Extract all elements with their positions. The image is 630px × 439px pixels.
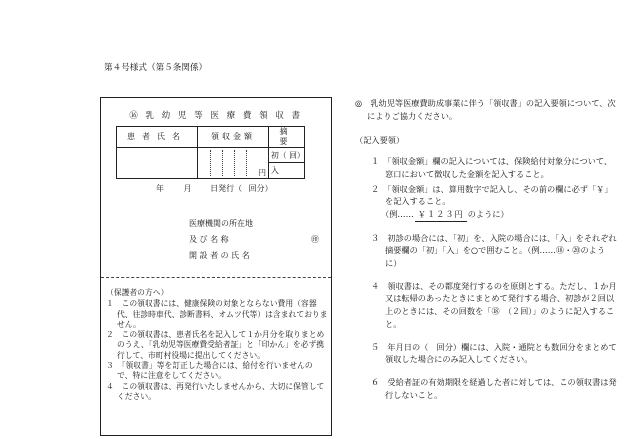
- patient-name-header: 患者氏名: [117, 127, 198, 148]
- note-admission: 入: [271, 166, 279, 175]
- guardian-note: ３ 「領収書」等を訂正した場合には、給付を行いませんので、特に注意をしてください。: [106, 360, 313, 381]
- institution-name-label: 及 び 名 称: [189, 235, 229, 244]
- issue-day: 日発行（: [210, 184, 243, 193]
- note-first-visit: 初（ 回）: [269, 148, 304, 163]
- instructions-panel: [355, 97, 617, 401]
- issue-month: 月: [183, 184, 192, 193]
- issue-date-line: [156, 184, 273, 194]
- instruction-item: ５ 年月日の（ 回分）欄には、入院・通院とも数回分をまとめて領収した場合にのみ記入してください。: [371, 341, 617, 365]
- guardian-note: ２ この領収書は、患者氏名を記入して１か月分を取りまとめのうえ、「乳幼児等医療費受給者証」と「印かん」を必ず携行して、市町村役場に提出してください。: [106, 330, 325, 360]
- instruction-item: １ 「領収金額」欄の記入については、保険給付対象分について、窓口において徴収した金額を記入すること。: [371, 156, 613, 179]
- cut-line: [101, 277, 331, 278]
- receipt-form: [100, 97, 332, 436]
- amount-header: 領収金額: [198, 127, 269, 148]
- seal-mark: ㊞: [311, 235, 319, 244]
- receipt-table: [116, 126, 305, 179]
- receipt-title: ⑯ 乳 幼 児 等 医 療 費 領 収 書: [129, 110, 303, 120]
- instruction-item: ６ 受給者証の有効期限を経過した者に対しては、この領収書は発行しないこと。: [371, 376, 617, 400]
- institution-founder-label: 開 設 者 の 氏 名: [189, 251, 250, 260]
- yen-mark: 円: [258, 167, 266, 177]
- guardian-notes-title: （保護者の方へ）: [106, 288, 169, 297]
- example-value: ￥１２３円: [415, 208, 467, 222]
- example-suffix: のように）: [467, 208, 509, 219]
- form-number-heading: 第４号様式（第５条関係）: [104, 63, 208, 73]
- instruction-item: ３ 初診の場合には、「初」を、入院の場合には、「入」をそれぞれ摘要欄の「初」「入」を○で囲むこと。（例……⑱・⑳のように）: [371, 232, 617, 269]
- instructions-subtitle: （記入要領）: [355, 135, 405, 146]
- note-header: 摘 要: [269, 127, 305, 148]
- instruction-item: ４ 領収書は、その都度発行するのを原則とする。ただし、１か月又は転帰のあったときにまとめて発行する場合、初診が２回以上のときには、その回数を「⑱ （２回）」のように記入すること。: [371, 280, 617, 329]
- amount-cell[interactable]: [198, 148, 269, 179]
- issue-year: 年: [156, 184, 164, 193]
- patient-name-cell[interactable]: [117, 148, 198, 179]
- instruction-example: [363, 208, 617, 222]
- guardian-note: ４ この領収書は、再発行いたしませんから、大切に保管してください。: [106, 381, 325, 401]
- instructions-intro: ◎ 乳幼児等医療費助成事業に伴う「領収書」の記入要領について、次によりご協力ください。: [355, 98, 616, 121]
- guardian-notes: [106, 288, 328, 402]
- instruction-item: ２ 「領収金額」は、算用数字で記入し、その前の欄に必ず「￥」を記入すること。: [371, 183, 613, 207]
- guardian-note: １ この領収書には、健康保険の対象とならない費用（容器代、往診時車代、診断書料、オムツ代等）は含まれておりません。: [106, 299, 328, 329]
- note-cell[interactable]: [269, 148, 305, 179]
- example-prefix: （例……: [381, 208, 414, 219]
- institution-address-label: 医療機関の所在地: [189, 219, 253, 228]
- issue-times: 回分）: [248, 184, 273, 193]
